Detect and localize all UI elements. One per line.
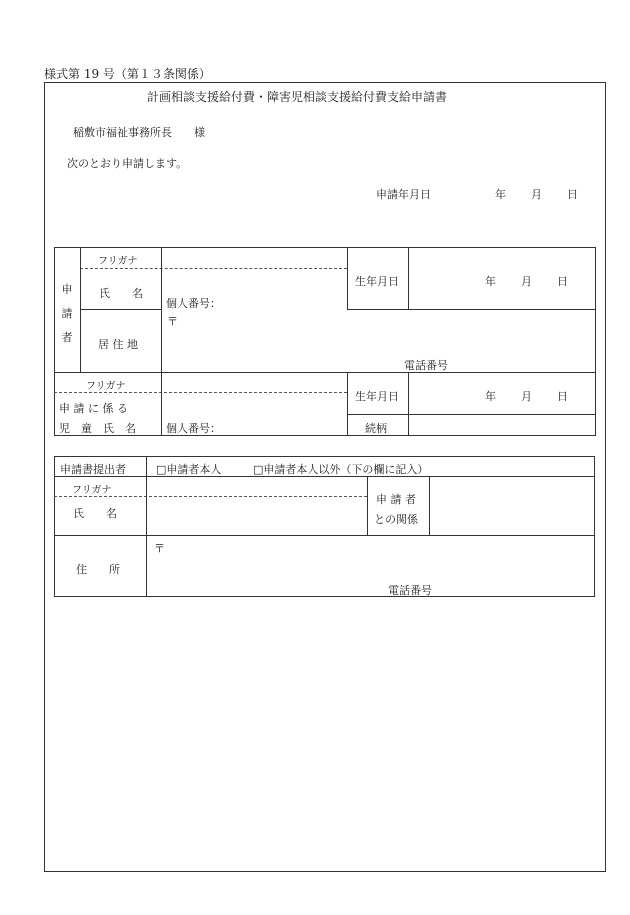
submitter-option-other[interactable]: □申請者本人以外（下の欄に記入）: [253, 463, 429, 476]
applicant-my-number-label: 個人番号：: [166, 297, 221, 310]
submitter-furigana-label: フリガナ: [72, 485, 112, 496]
child-relation-label: 続柄: [365, 422, 387, 435]
applicant-dob-year: 年: [485, 275, 496, 288]
date-day-unit: 日: [567, 188, 578, 201]
child-name-label-line2: 児 童 氏 名: [59, 422, 136, 435]
child-furigana-label: フリガナ: [86, 381, 126, 392]
child-dob-day: 日: [557, 390, 568, 403]
child-dob-label: 生年月日: [355, 390, 399, 403]
form-title: 計画相談支援給付費・障害児相談支援給付費支給申請書: [147, 90, 448, 104]
applicant-phone-label: 電話番号: [404, 359, 448, 372]
applicant-dob-day: 日: [557, 275, 568, 288]
submitter-postal-mark: 〒: [154, 542, 165, 555]
submitter-address-label: 住 所: [76, 563, 120, 576]
child-dob-month: 月: [521, 390, 532, 403]
application-date-label: 申請年月日: [376, 188, 431, 201]
applicant-furigana-label: フリガナ: [98, 256, 138, 267]
applicant-dob-month: 月: [521, 275, 532, 288]
intro-text: 次のとおり申請します。: [67, 157, 188, 170]
applicant-postal-mark: 〒: [167, 315, 178, 328]
submitter-table: [54, 456, 595, 597]
applicant-address-label: 居 住 地: [98, 338, 138, 351]
applicant-section-label: 申請者: [61, 283, 73, 344]
applicant-dob-label: 生年月日: [355, 275, 399, 288]
applicant-name-label: 氏 名: [99, 287, 143, 300]
date-month-unit: 月: [531, 188, 542, 201]
child-my-number-label: 個人番号：: [166, 422, 221, 435]
child-name-label-line1: 申 請 に 係 る: [59, 402, 128, 415]
child-dob-year: 年: [485, 390, 496, 403]
form-number: 様式第 19 号（第１３条関係）: [44, 67, 211, 81]
submitter-phone-label: 電話番号: [388, 584, 432, 597]
submitter-label: 申請書提出者: [60, 463, 126, 476]
submitter-option-self[interactable]: □申請者本人: [156, 463, 222, 476]
submitter-relation-line2: との関係: [374, 513, 418, 526]
date-year-unit: 年: [495, 188, 506, 201]
submitter-name-label: 氏 名: [73, 507, 117, 520]
addressee: 稲敷市福祉事務所長 様: [73, 126, 205, 139]
submitter-relation-line1: 申 請 者: [376, 493, 416, 506]
